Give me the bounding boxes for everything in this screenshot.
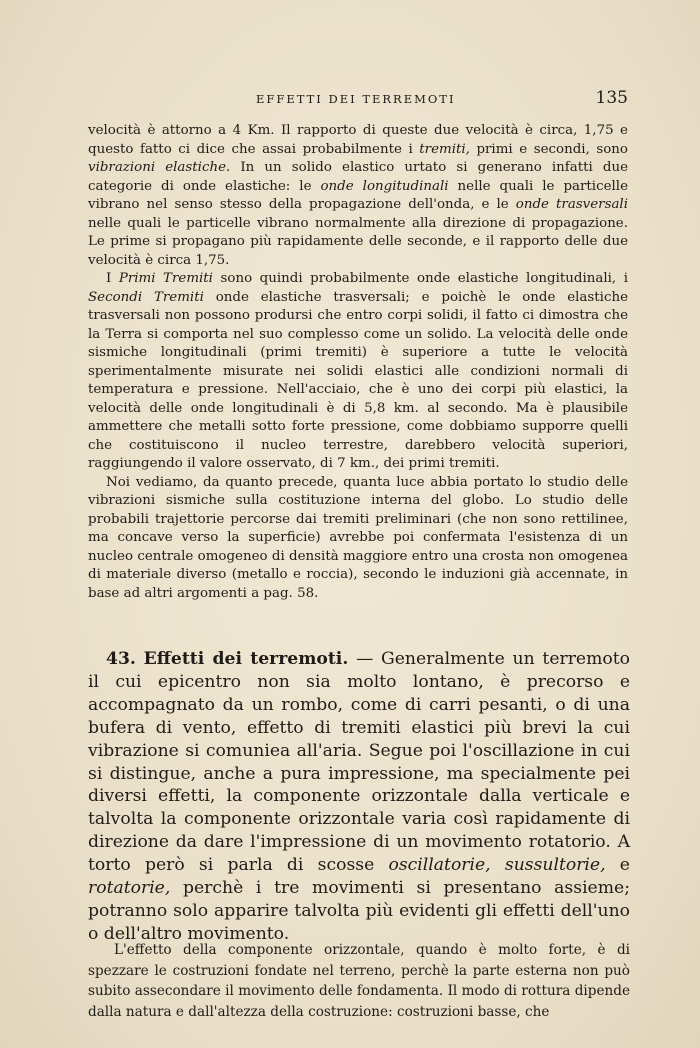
running-title: EFFETTI DEI TERREMOTI: [256, 92, 456, 106]
page-header: [88, 88, 628, 112]
body-text-small: [88, 122, 628, 603]
section-43: [88, 648, 630, 946]
page-number: 135: [595, 88, 628, 108]
paragraph-velocity: velocità è attorno a 4 Km. Il rapporto di queste due velocità è circa, 1,75 e questo fatto ci dice che assai probabilmente i tremiti, primi e secondi, sono vibrazioni elastiche. In un solido elastico urtato si generano infatti due categorie di onde elastiche: le onde longitudinali nelle quali le particelle vibrano nel senso stesso della propagazione dell'onda, e le onde trasversali nelle quali le particelle vibrano normalmente alla direzione di propagazione. Le prime si propagano più rapidamente delle seconde, e il rapporto delle due velocità è circa 1,75.: [88, 123, 629, 268]
body-text-after-section: [88, 940, 630, 1022]
paragraph-componente-orizzontale: L'effetto della componente orizzontale, quando è molto forte, è di spezzare le costruzioni fondate nel terreno, perchè la parte esterna non può subito assecondare il movimento delle fondamenta. Il modo di rottura dipende dalla natura e dall'altezza della costruzione: costruzioni basse, che: [88, 942, 630, 1020]
section-43-paragraph: 43. Effetti dei terremoti. — Generalmente un terremoto il cui epicentro non sia molto lontano, è precorso e accompagnato da un rombo, come di carri pesanti, o di una bufera di vento, effetto di tremiti elastici più brevi la cui vibrazione si comuniea all'aria. Segue poi l'oscillazione in cui si distingue, anche a pura impressione, ma specialmente pei diversi effetti, la componente orizzontale dalla verticale e talvolta la componente orizzontale varia così rapidamente di direzione da dare l'impressione di un movimento rotatorio. A torto però si parla di scosse oscillatorie, sussultorie, e rotatorie, perchè i tre movimenti si presentano assieme; potranno solo apparire talvolta più evidenti gli effetti dell'uno o dell'altro movimento.: [88, 649, 631, 944]
paragraph-noi-vediamo: Noi vediamo, da quanto precede, quanta luce abbia portato lo studio delle vibrazioni sismiche sulla costituzione interna del globo. Lo studio delle probabili trajettorie percorse dai tremiti preliminari (che non sono rettilinee, ma concave verso la superficie) avrebbe poi confermata l'esistenza di un nucleo centrale omogeneo di densità maggiore entro una crosta non omogenea di materiale diverso (metallo e roccia), secondo le induzioni già accennate, in base ad altri argomenti a pag. 58.: [88, 474, 628, 601]
paragraph-primi-tremiti: I Primi Tremiti sono quindi probabilmente onde elastiche longitudinali, i Secondi Tremiti onde elastiche trasversali; e poichè le onde elastiche trasversali non possono prodursi che entro corpi solidi, il fatto ci dimostra che la Terra si comporta nel suo complesso come un solido. La velocità delle onde sismiche longitudinali (primi tremiti) è superiore a tutte le velocità sperimentalmente misurate nei solidi elastici alle condizioni normali di temperatura e pressione. Nell'acciaio, che è uno dei corpi più elastici, la velocità delle onde longitudinali è di 5,8 km. al secondo. Ma è plausibile ammettere che metalli sotto forte pressione, come dobbiamo supporre quelli che costituiscono il nucleo terrestre, darebbero velocità superiori, raggiungendo il valore osservato, di 7 km., dei primi tremiti.: [88, 271, 628, 471]
section-title: Effetti dei terremoti.: [143, 649, 349, 669]
section-number: 43.: [106, 649, 136, 669]
